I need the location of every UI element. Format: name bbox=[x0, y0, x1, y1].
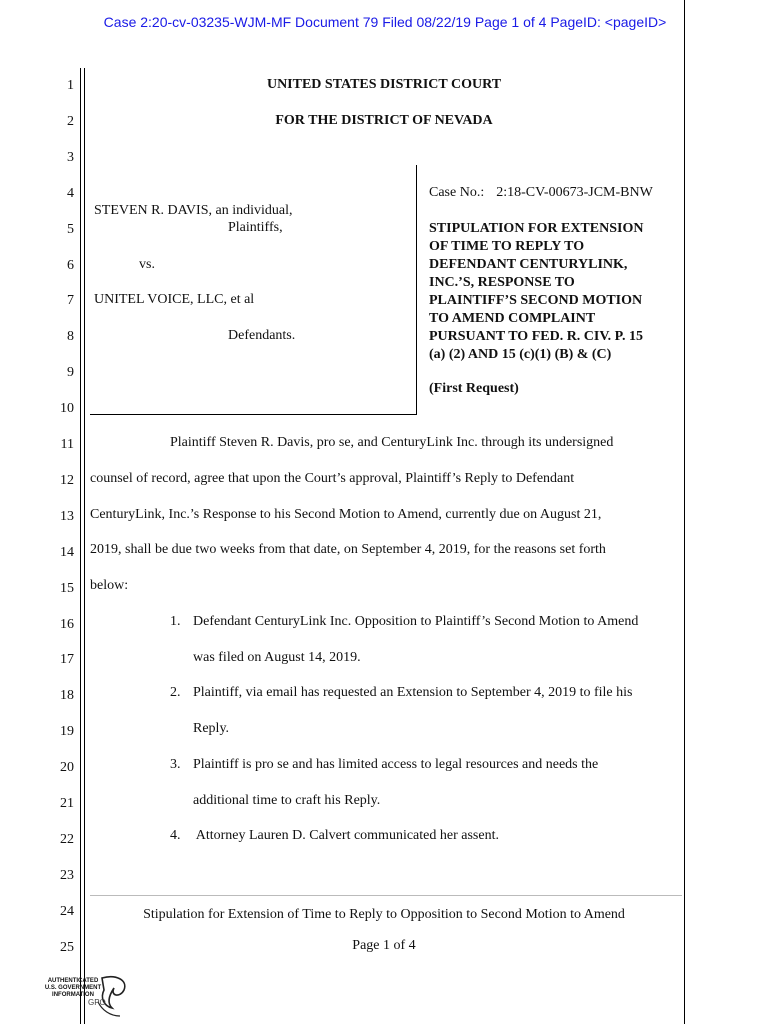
item-number: 3. bbox=[170, 757, 181, 772]
line-number: 15 bbox=[60, 581, 74, 596]
footer-rule bbox=[90, 895, 682, 896]
seal-line: U.S. GOVERNMENT bbox=[44, 985, 102, 991]
line-number: 25 bbox=[60, 940, 74, 955]
versus-label: vs. bbox=[139, 257, 155, 272]
line-number: 10 bbox=[60, 401, 74, 416]
body-line: counsel of record, agree that upon the Court’s approval, Plaintiff’s Reply to Defendant bbox=[90, 471, 575, 486]
line-number: 2 bbox=[67, 114, 74, 129]
right-margin-rule bbox=[684, 0, 685, 1024]
line-number: 24 bbox=[60, 904, 74, 919]
stipulation-title bbox=[429, 220, 679, 364]
item-text: was filed on August 14, 2019. bbox=[193, 650, 361, 665]
item-text: Plaintiff, via email has requested an Extension to September 4, 2019 to file his bbox=[193, 685, 633, 700]
line-number: 8 bbox=[67, 329, 74, 344]
line-number: 21 bbox=[60, 796, 74, 811]
seal-line: INFORMATION bbox=[52, 992, 94, 998]
stipulation-title-line: PURSUANT TO FED. R. CIV. P. 15 bbox=[429, 329, 643, 344]
item-text: Defendant CenturyLink Inc. Opposition to Plaintiff’s Second Motion to Amend bbox=[193, 614, 639, 629]
court-name: UNITED STATES DISTRICT COURT bbox=[266, 77, 502, 92]
stipulation-title-line: DEFENDANT CENTURYLINK, bbox=[429, 257, 628, 272]
line-number: 20 bbox=[60, 760, 74, 775]
line-number: 11 bbox=[60, 437, 74, 452]
court-district: FOR THE DISTRICT OF NEVADA bbox=[275, 113, 493, 128]
left-margin-rule-outer bbox=[80, 68, 81, 1024]
item-number: 1. bbox=[170, 614, 181, 629]
stipulation-title-line: (a) (2) AND 15 (c)(1) (B) & (C) bbox=[429, 347, 612, 362]
case-number-label: Case No.: bbox=[429, 185, 485, 200]
item-text: Attorney Lauren D. Calvert communicated her assent. bbox=[193, 828, 499, 843]
line-number: 23 bbox=[60, 868, 74, 883]
plaintiff-name: STEVEN R. DAVIS, an individual, bbox=[94, 203, 293, 218]
stipulation-title-line: OF TIME TO REPLY TO bbox=[429, 239, 585, 254]
stipulation-title-line: PLAINTIFF’S SECOND MOTION bbox=[429, 293, 643, 308]
defendant-name: UNITEL VOICE, LLC, et al bbox=[94, 292, 255, 307]
line-number: 22 bbox=[60, 832, 74, 847]
item-text: additional time to craft his Reply. bbox=[193, 793, 381, 808]
stipulation-title-line: STIPULATION FOR EXTENSION bbox=[429, 221, 644, 236]
line-number: 17 bbox=[60, 652, 74, 667]
footer-title: Stipulation for Extension of Time to Reply to Opposition to Second Motion to Amend bbox=[143, 907, 625, 922]
line-number: 5 bbox=[67, 222, 74, 237]
line-number: 6 bbox=[67, 258, 74, 273]
line-number: 9 bbox=[67, 365, 74, 380]
item-text: Reply. bbox=[193, 721, 230, 736]
line-number: 7 bbox=[67, 293, 74, 308]
line-number: 14 bbox=[60, 545, 74, 560]
seal-mark: GPO bbox=[88, 998, 106, 1007]
stipulation-title-line: INC.’S, RESPONSE TO bbox=[429, 275, 575, 290]
seal-line: AUTHENTICATED bbox=[47, 978, 99, 984]
caption-divider bbox=[416, 165, 417, 415]
line-number: 13 bbox=[60, 509, 74, 524]
item-number: 2. bbox=[170, 685, 181, 700]
body-line: below: bbox=[90, 578, 129, 593]
body-line: 2019, shall be due two weeks from that date, on September 4, 2019, for the reasons set forth bbox=[90, 542, 606, 557]
stipulation-title-line: TO AMEND COMPLAINT bbox=[429, 311, 596, 326]
line-number: 12 bbox=[60, 473, 74, 488]
gpo-seal bbox=[40, 972, 130, 1020]
item-text: Plaintiff is pro se and has limited access to legal resources and needs the bbox=[193, 757, 599, 772]
left-margin-rule-inner bbox=[84, 68, 85, 1024]
line-number: 16 bbox=[60, 617, 74, 632]
footer-page: Page 1 of 4 bbox=[352, 938, 416, 953]
line-number: 1 bbox=[67, 78, 74, 93]
case-number-line bbox=[429, 185, 653, 201]
item-number: 4. bbox=[170, 828, 181, 843]
line-number: 18 bbox=[60, 688, 74, 703]
case-header: Case 2:20-cv-03235-WJM-MF Document 79 Filed 08/22/19 Page 1 of 4 PageID: <pageID> bbox=[103, 14, 667, 30]
line-number: 3 bbox=[67, 150, 74, 165]
line-number: 4 bbox=[67, 186, 74, 201]
plaintiff-role: Plaintiffs, bbox=[228, 220, 283, 235]
body-line: Plaintiff Steven R. Davis, pro se, and CenturyLink Inc. through its undersigned bbox=[170, 435, 614, 450]
caption-underline bbox=[90, 414, 417, 415]
body-line: CenturyLink, Inc.’s Response to his Second Motion to Amend, currently due on August 21, bbox=[90, 507, 602, 522]
case-number: 2:18-CV-00673-JCM-BNW bbox=[496, 185, 653, 200]
request-label: (First Request) bbox=[429, 381, 519, 396]
defendant-role: Defendants. bbox=[228, 328, 296, 343]
line-number: 19 bbox=[60, 724, 74, 739]
